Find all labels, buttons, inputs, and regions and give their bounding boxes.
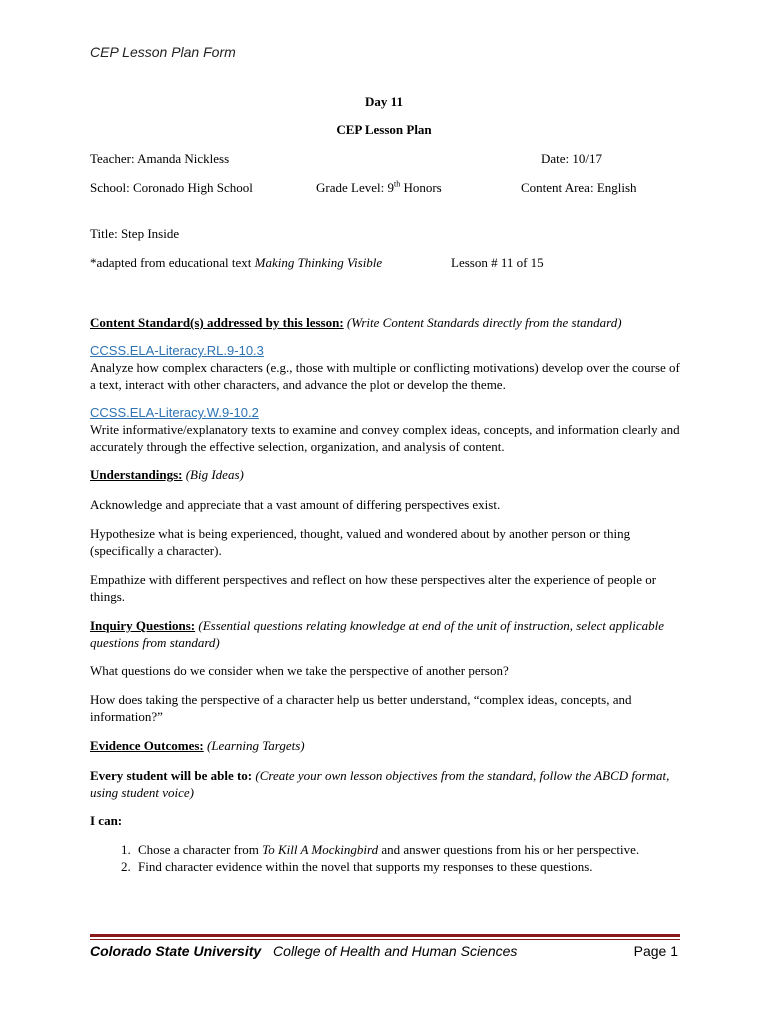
page-footer bbox=[90, 943, 680, 960]
inquiry-question-2: How does taking the perspective of a character help us better understand, “complex ideas, concepts, and information?” bbox=[90, 692, 632, 724]
day-label: Day 11 bbox=[365, 94, 403, 109]
footer-college: College of Health and Human Sciences bbox=[273, 943, 518, 959]
grade-sup: th bbox=[393, 179, 401, 189]
content-standard-note: (Write Content Standards directly from the standard) bbox=[343, 315, 622, 330]
inquiry-question-1: What questions do we consider when we take the perspective of another person? bbox=[90, 663, 509, 678]
evidence-heading: Evidence Outcomes: bbox=[90, 738, 204, 753]
school-line: School: Coronado High School bbox=[90, 180, 253, 195]
evidence-note: (Learning Targets) bbox=[203, 738, 305, 753]
objective-1-prefix: Chose a character from bbox=[138, 842, 263, 857]
standard-1-text: Analyze how complex characters (e.g., those with multiple or conflicting motivations) develop over the course of a text, interact with other characters, and advance the plot or develop the theme. bbox=[90, 360, 680, 392]
objective-item-1 bbox=[134, 841, 680, 858]
grade-line bbox=[316, 179, 442, 196]
understandings-note: (Big Ideas) bbox=[182, 467, 244, 482]
every-student-note: (Create your own lesson objectives from the standard, follow the ABCD format, using student voice) bbox=[90, 768, 670, 800]
lesson-number: Lesson # 11 of 15 bbox=[451, 255, 544, 270]
objective-1-suffix: and answer questions from his or her perspective. bbox=[378, 842, 640, 857]
footer-rule-thick bbox=[90, 934, 680, 937]
footer-university: Colorado State University bbox=[90, 943, 262, 959]
plan-title: CEP Lesson Plan bbox=[336, 122, 432, 137]
footer-page-number: Page 1 bbox=[633, 943, 678, 959]
every-student-heading: Every student will be able to: bbox=[90, 768, 253, 783]
understandings-heading-line bbox=[90, 466, 680, 483]
every-student-line bbox=[90, 767, 680, 801]
objective-item-2: 2. Find character evidence within the novel that supports my responses to these questions. bbox=[134, 858, 680, 875]
adapted-line bbox=[90, 254, 382, 271]
understanding-2: Hypothesize what is being experienced, thought, valued and wondered about by another person or thing (specifically a character). bbox=[90, 526, 631, 558]
evidence-heading-line bbox=[90, 737, 680, 754]
title-line: Title: Step Inside bbox=[90, 226, 180, 241]
inquiry-note: (Essential questions relating knowledge at end of the unit of instruction, select applicable questions from standard) bbox=[90, 618, 665, 650]
adapted-prefix: *adapted from educational text bbox=[90, 255, 255, 270]
running-header: CEP Lesson Plan Form bbox=[90, 44, 236, 60]
objective-1-book: To Kill A Mockingbird bbox=[262, 842, 379, 857]
standard-2-link-line bbox=[90, 404, 680, 421]
standard-1-link[interactable]: CCSS.ELA-Literacy.RL.9-10.3 bbox=[90, 343, 264, 358]
grade-prefix: Grade Level: 9 bbox=[316, 180, 394, 195]
adapted-source: Making Thinking Visible bbox=[254, 255, 383, 270]
i-can-label: I can: bbox=[90, 813, 123, 828]
teacher-line: Teacher: Amanda Nickless bbox=[90, 151, 230, 166]
date-line: Date: 10/17 bbox=[541, 151, 603, 166]
objectives-list bbox=[90, 841, 680, 875]
inquiry-heading-line bbox=[90, 617, 680, 651]
footer-rule-thin bbox=[90, 939, 680, 940]
content-area-line: Content Area: English bbox=[521, 180, 637, 195]
understanding-1: Acknowledge and appreciate that a vast amount of differing perspectives exist. bbox=[90, 497, 501, 512]
inquiry-heading: Inquiry Questions: bbox=[90, 618, 196, 633]
content-standard-heading-line bbox=[90, 314, 680, 331]
understanding-3: Empathize with different perspectives and reflect on how these perspectives alter the experience of people or things. bbox=[90, 572, 657, 604]
grade-suffix: Honors bbox=[400, 180, 442, 195]
standard-2-text: Write informative/explanatory texts to examine and convey complex ideas, concepts, and information clearly and accurately through the effective selection, organization, and analysis of content. bbox=[90, 422, 680, 454]
standard-2-link[interactable]: CCSS.ELA-Literacy.W.9-10.2 bbox=[90, 405, 259, 420]
content-standard-heading: Content Standard(s) addressed by this lesson: bbox=[90, 315, 344, 330]
standard-1-link-line bbox=[90, 342, 680, 359]
understandings-heading: Understandings: bbox=[90, 467, 183, 482]
